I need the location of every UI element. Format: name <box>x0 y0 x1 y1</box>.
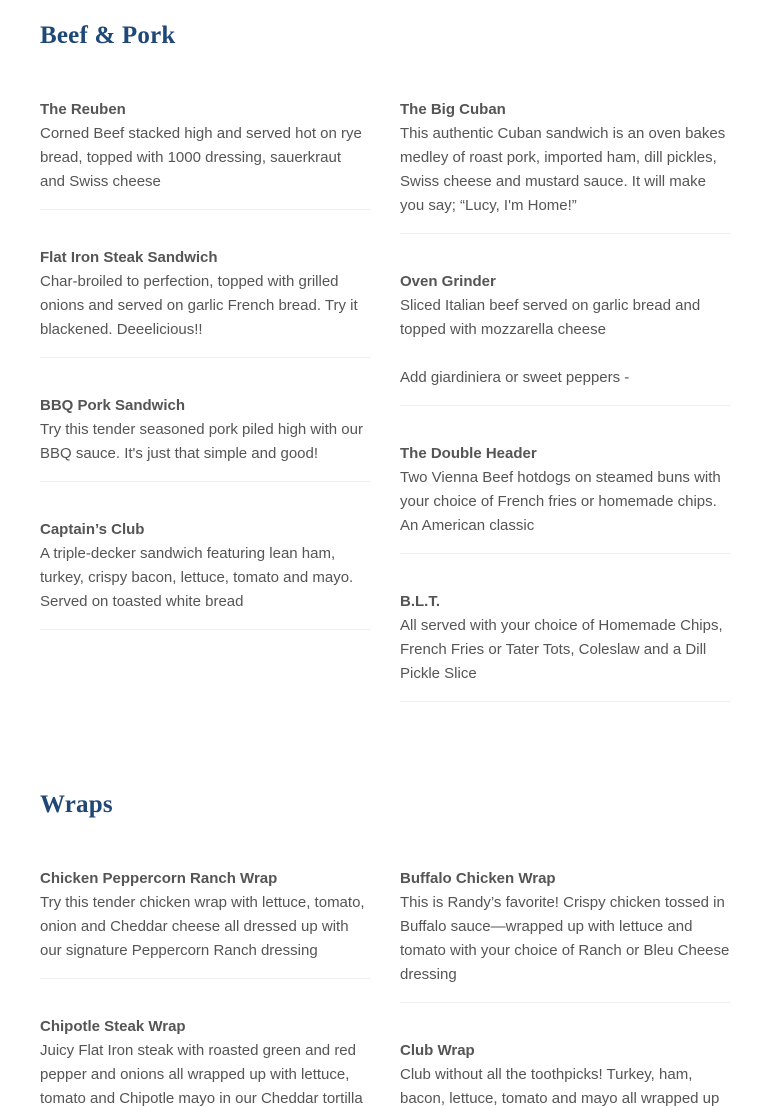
item-name: Buffalo Chicken Wrap <box>400 870 556 887</box>
item-description: Sliced Italian beef served on garlic bread and topped with mozzarella cheese <box>400 297 701 338</box>
menu-item-chipotle-steak-wrap <box>40 1015 370 1106</box>
item-name: Captain’s Club <box>40 521 145 538</box>
menu-item-captains-club <box>40 518 370 630</box>
item-name: Chipotle Steak Wrap <box>40 1018 186 1035</box>
menu-item-bbq-pork-sandwich <box>40 394 370 482</box>
item-description: This is Randy’s favorite! Crispy chicken tossed in Buffalo sauce—wrapped up with lettuce and tomato with your choice of Ranch or Bleu Cheese dressing <box>400 894 730 983</box>
menu-item-blt <box>400 590 730 702</box>
menu-item-flat-iron-steak-sandwich <box>40 246 370 358</box>
menu-item-club-wrap <box>400 1039 730 1106</box>
item-name: The Double Header <box>400 445 537 462</box>
item-name: Oven Grinder <box>400 273 496 290</box>
item-name: B.L.T. <box>400 593 440 610</box>
menu-item-the-big-cuban <box>400 98 730 234</box>
item-name: The Reuben <box>40 101 126 118</box>
menu-item-buffalo-chicken-wrap <box>400 867 730 1003</box>
menu-item-oven-grinder <box>400 270 730 406</box>
item-name: The Big Cuban <box>400 101 506 118</box>
item-name: BBQ Pork Sandwich <box>40 397 186 414</box>
section-title-wraps: Wraps <box>40 791 113 818</box>
item-description: Club without all the toothpicks! Turkey, ham, bacon, lettuce, tomato and mayo all wrapped up <box>400 1066 720 1106</box>
item-name: Club Wrap <box>400 1042 475 1059</box>
item-description: All served with your choice of Homemade Chips, French Fries or Tater Tots, Coleslaw and a Dill Pickle Slice <box>400 617 723 682</box>
item-add-on-note: Add giardiniera or sweet peppers - <box>400 369 630 386</box>
item-description: A triple-decker sandwich featuring lean ham, turkey, crispy bacon, lettuce, tomato and mayo. Served on toasted white bread <box>40 545 354 610</box>
item-description: Try this tender seasoned pork piled high with our BBQ sauce. It's just that simple and good! <box>40 421 363 462</box>
item-name: Flat Iron Steak Sandwich <box>40 249 218 266</box>
item-description: This authentic Cuban sandwich is an oven bakes medley of roast pork, imported ham, dill pickles, Swiss cheese and mustard sauce. It will make you say; “Lucy, I'm Home!” <box>400 125 726 214</box>
item-description: Two Vienna Beef hotdogs on steamed buns with your choice of French fries or homemade chips. An American classic <box>400 469 721 534</box>
item-description: Juicy Flat Iron steak with roasted green and red pepper and onions all wrapped up with lettuce, tomato and Chipotle mayo in our Cheddar tortilla <box>40 1042 363 1106</box>
section-title-beef-pork: Beef & Pork <box>40 22 176 49</box>
item-description: Try this tender chicken wrap with lettuce, tomato, onion and Cheddar cheese all dressed up with our signature Peppercorn Ranch dressing <box>40 894 365 959</box>
item-description: Corned Beef stacked high and served hot on rye bread, topped with 1000 dressing, sauerkraut and Swiss cheese <box>40 125 362 190</box>
item-description: Char-broiled to perfection, topped with grilled onions and served on garlic French bread. Try it blackened. Deeelicious!! <box>40 273 358 338</box>
menu-item-the-reuben <box>40 98 370 210</box>
menu-item-chicken-peppercorn-ranch-wrap <box>40 867 370 979</box>
menu-item-the-double-header <box>400 442 730 554</box>
item-name: Chicken Peppercorn Ranch Wrap <box>40 870 278 887</box>
